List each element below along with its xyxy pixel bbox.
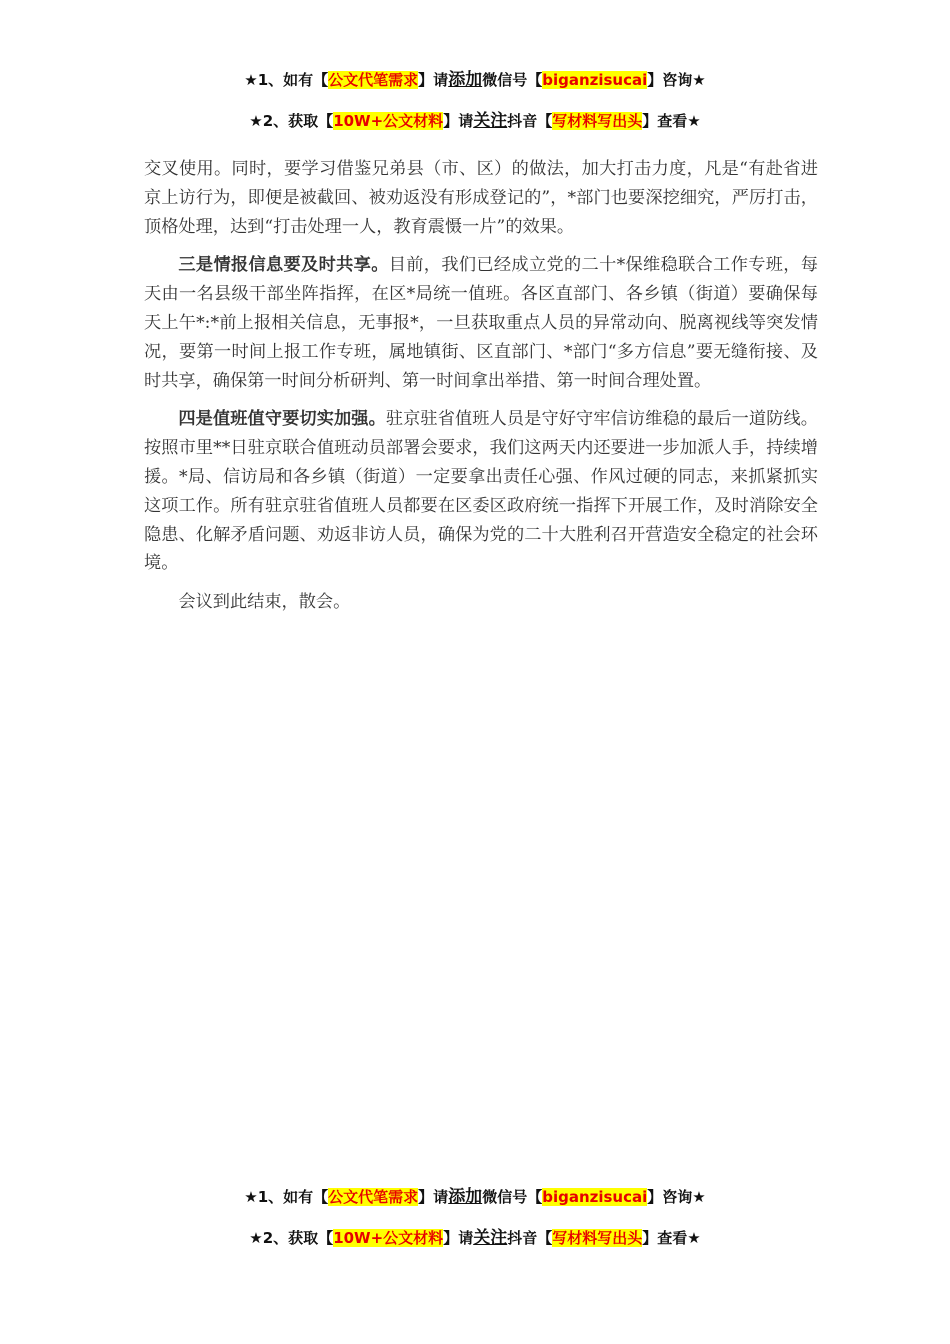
banner-emphasis: 添加 [448, 70, 483, 90]
promo-banner-line-2 [0, 111, 950, 131]
star-icon: ★ [249, 112, 263, 130]
paragraph-3 [144, 405, 818, 578]
star-icon: ★ [692, 71, 706, 89]
banner-suffix: 】查看 [642, 1229, 688, 1247]
banner-prefix: 2、获取【 [262, 1229, 334, 1247]
paragraph-4: 会议到此结束，散会。 [178, 592, 351, 613]
banner-prefix: 1、如有【 [257, 1188, 329, 1206]
banner-prefix: 1、如有【 [257, 71, 329, 89]
banner-suffix: 】咨询 [647, 1188, 693, 1206]
paragraph-1: 交叉使用。同时，要学习借鉴兄弟县（市、区）的做法，加大打击力度，凡是“有赴省进京上访行为，即便是被截回、被劝返没有形成登记的”，*部门也要深挖细究，严厉打击，顶格处理，达到“打击处理一人，教育震慑一片”的效果。 [144, 159, 818, 237]
promo-banner-line-1 [0, 70, 950, 90]
banner-mid: 微信号【 [482, 71, 543, 89]
banner-mid: 抖音【 [507, 112, 553, 130]
banner-mid: 】请 [443, 1229, 474, 1247]
star-icon: ★ [692, 1188, 706, 1206]
paragraph-heading: 三是情报信息要及时共享。 [178, 255, 389, 276]
paragraph-2 [144, 251, 818, 395]
paragraph-text: 目前，我们已经成立党的二十*保维稳联合工作专班，每天由一名县级干部坐阵指挥，在区*局统一值班。各区直部门、各乡镇（街道）要确保每天上午*:*前上报相关信息，无事报*，一旦获取重点人员的异常动向、脱离视线等突发情况，要第一时间上报工作专班，属地镇街、区直部门、*部门“多方信息”要无缝衔接、及时共享，确保第一时间分析研判、第一时间拿出举措、第一时间合理处置。 [144, 255, 818, 391]
banner-mid: 】请 [418, 71, 449, 89]
banner-suffix: 】咨询 [647, 71, 693, 89]
banner-suffix: 】查看 [642, 112, 688, 130]
promo-banner-line-1-bottom [0, 1187, 950, 1207]
star-icon: ★ [687, 112, 701, 130]
banner-mid: 】请 [443, 112, 474, 130]
highlight-service: 公文代笔需求 [328, 71, 419, 89]
highlight-wechat-id: biganzisucai [542, 1188, 648, 1206]
promo-banner-line-2-bottom [0, 1228, 950, 1248]
banner-mid: 微信号【 [482, 1188, 543, 1206]
paragraph-heading: 四是值班值守要切实加强。 [178, 409, 386, 430]
highlight-service: 公文代笔需求 [328, 1188, 419, 1206]
star-icon: ★ [244, 71, 258, 89]
paragraph-text: 驻京驻省值班人员是守好守牢信访维稳的最后一道防线。按照市里**日驻京联合值班动员部署会要求，我们这两天内还要进一步加派人手，持续增援。*局、信访局和各乡镇（街道）一定要拿出责任心强、作风过硬的同志，来抓紧抓实这项工作。所有驻京驻省值班人员都要在区委区政府统一指挥下开展工作，及时消除安全隐患、化解矛盾问题、劝返非访人员，确保为党的二十大胜利召开营造安全稳定的社会环境。 [144, 409, 818, 574]
star-icon: ★ [687, 1229, 701, 1247]
highlight-wechat-id: biganzisucai [542, 71, 648, 89]
highlight-douyin-account: 写材料写出头 [552, 1229, 643, 1247]
banner-prefix: 2、获取【 [262, 112, 334, 130]
star-icon: ★ [249, 1229, 263, 1247]
banner-emphasis: 关注 [473, 111, 508, 131]
banner-emphasis: 关注 [473, 1228, 508, 1248]
banner-emphasis: 添加 [448, 1187, 483, 1207]
star-icon: ★ [244, 1188, 258, 1206]
banner-mid: 】请 [418, 1188, 449, 1206]
highlight-materials: 10W+公文材料 [333, 1229, 444, 1247]
highlight-materials: 10W+公文材料 [333, 112, 444, 130]
document-body [144, 155, 818, 627]
highlight-douyin-account: 写材料写出头 [552, 112, 643, 130]
banner-mid: 抖音【 [507, 1229, 553, 1247]
